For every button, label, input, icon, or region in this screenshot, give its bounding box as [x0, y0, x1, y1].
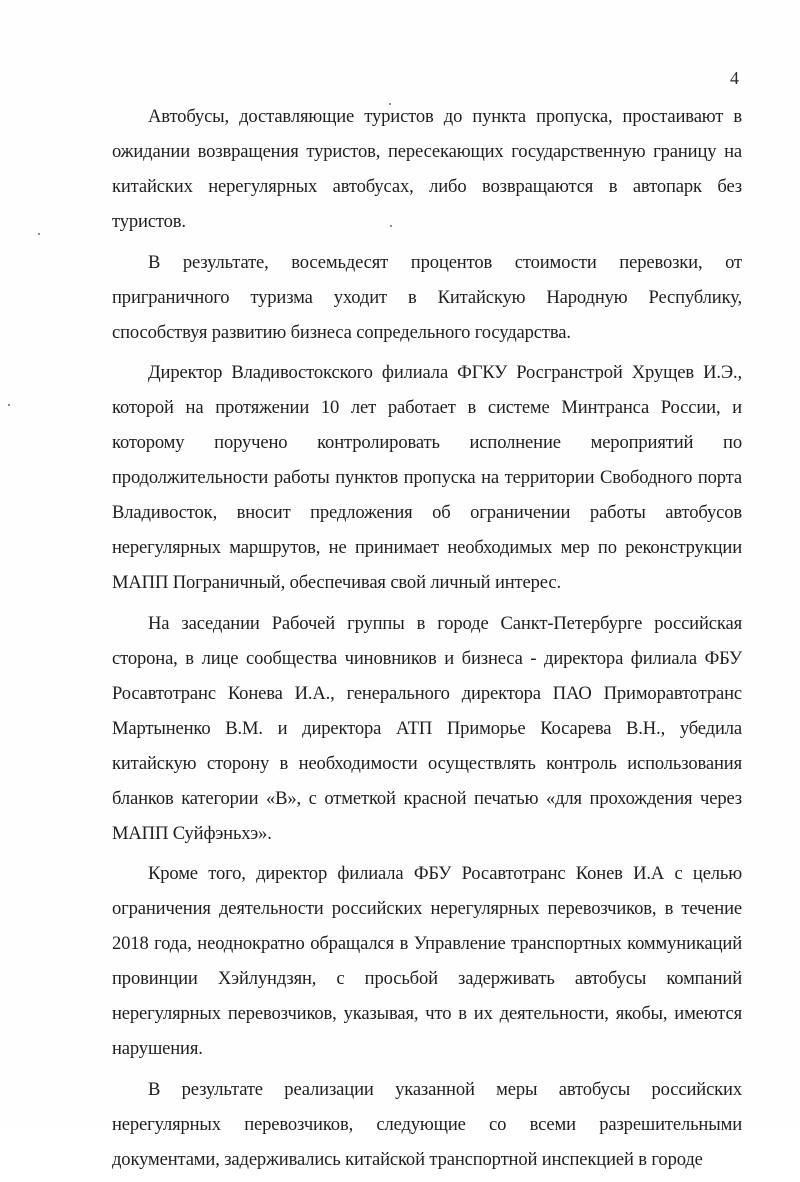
document-body	[112, 99, 742, 1182]
paragraph-5: Кроме того, директор филиала ФБУ Росавтотранс Конев И.А с целью ограничения деятельности российских нерегулярных перевозчиков, в течение 2018 года, неоднократно обращался в Управление транспортных коммуникаций провинции Хэйлундзян, с просьбой задерживать автобусы компаний нерегулярных перевозчиков, указывая, что в их деятельности, якобы, имеются нарушения.	[112, 863, 742, 1059]
scan-speck	[8, 404, 10, 406]
paragraph-2: В результате, восемьдесят процентов стоимости перевозки, от приграничного туризма уходит в Китайскую Народную Республику, способствуя развитию бизнеса сопредельного государства.	[112, 251, 742, 343]
page-number: 4	[730, 68, 739, 88]
paragraph-6: В результате реализации указанной меры автобусы российских нерегулярных перевозчиков, следующие со всеми разрешительными документами, задерживались китайской транспортной инспекцией в городе	[112, 1078, 742, 1170]
paragraph-1: Автобусы, доставляющие туристов до пункта пропуска, простаивают в ожидании возвращения туристов, пересекающих государственную границу на китайских нерегулярных автобусах, либо возвращаются в автопарк без туристов.	[112, 106, 742, 232]
paragraph-4: На заседании Рабочей группы в городе Санкт-Петербурге российская сторона, в лице сообщества чиновников и бизнеса - директора филиала ФБУ Росавтотранс Конева И.А., генерального директора ПАО Приморавтотранс Мартыненко В.М. и директора АТП Приморье Косарева В.Н., убедила китайскую сторону в необходимости осуществлять контроль использования бланков категории «В», с отметкой красной печатью «для прохождения через МАПП Суйфэньхэ».	[112, 612, 742, 844]
scan-speck	[38, 233, 40, 235]
paragraph-3: Директор Владивостокского филиала ФГКУ Росгранстрой Хрущев И.Э., которой на протяжении 10 лет работает в системе Минтранса России, и которому поручено контролировать исполнение мероприятий по продолжительности работы пунктов пропуска на территории Свободного порта Владивосток, вносит предложения об ограничении работы автобусов нерегулярных маршрутов, не принимает необходимых мер по реконструкции МАПП Пограничный, обеспечивая свой личный интерес.	[112, 362, 742, 593]
